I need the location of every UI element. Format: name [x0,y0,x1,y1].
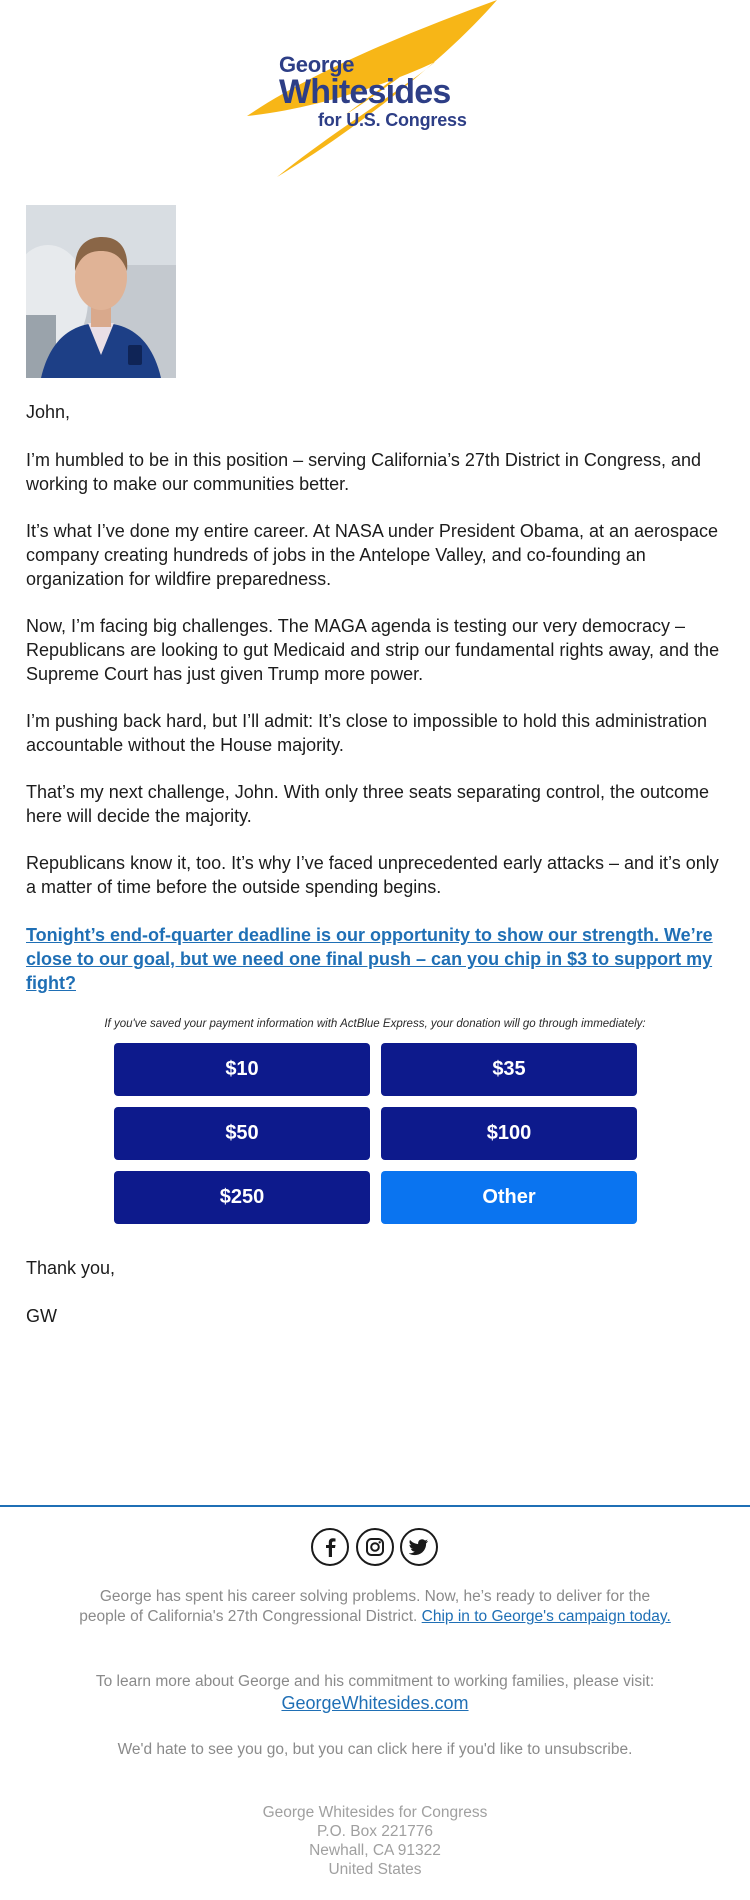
instagram-icon[interactable] [356,1528,394,1566]
greeting: John, [26,402,71,422]
closing: Thank you, [26,1258,116,1278]
unsubscribe-link[interactable]: We'd hate to see you go, but you can click here if you'd like to unsubscribe. [117,1741,633,1758]
letter-paragraph: It’s what I’ve done my entire career. At NASA under President Obama, at an aerospace company creating hundreds of jobs in the Antelope Valley, and co-founding an organization for wildfire preparedness. [26,521,719,589]
donate-other-button[interactable]: Other [381,1171,637,1224]
letter-paragraph: I’m humbled to be in this position – serving California’s 27th District in Congress, and working to make our communities better. [26,450,701,494]
donate-10-button[interactable]: $10 [114,1043,370,1096]
twitter-icon[interactable] [400,1528,438,1566]
donate-250-button[interactable]: $250 [114,1171,370,1224]
facebook-icon[interactable] [311,1528,349,1566]
footer-learn-more: To learn more about George and his commitment to working families, please visit: [95,1673,655,1690]
logo-first-name: George [279,52,355,77]
logo-last-name: Whitesides [279,73,451,111]
donate-35-button[interactable]: $35 [381,1043,637,1096]
address-line: Newhall, CA 91322 [309,1842,441,1859]
donate-cta-link[interactable]: Tonight’s end-of-quarter deadline is our opportunity to show our strength. We’re close to our goal, but we need one final push – can you chip in $3 to support my fight? [26,925,713,993]
donate-100-button[interactable]: $100 [381,1107,637,1160]
letter-paragraph: I’m pushing back hard, but I’ll admit: It’s close to impossible to hold this administration accountable without the House majority. [26,711,707,755]
actblue-express-note: If you've saved your payment information with ActBlue Express, your donation will go through immediately: [104,1018,646,1030]
logo-tagline: for U.S. Congress [318,110,467,130]
footer-about [75,1587,675,1627]
address-line: P.O. Box 221776 [316,1823,434,1840]
campaign-logo [245,0,505,180]
chip-in-link[interactable]: Chip in to George's campaign today. [421,1608,671,1625]
website-link[interactable]: GeorgeWhitesides.com [281,1693,469,1713]
address-line: George Whitesides for Congress [262,1804,488,1821]
footer-divider [0,1505,750,1507]
candidate-photo [26,205,176,378]
letter-paragraph: That’s my next challenge, John. With only three seats separating control, the outcome here will decide the majority. [26,782,710,826]
footer-about-text: George has spent his career solving problems. Now, he’s ready to deliver for the people of California's 27th Congressional District. [79,1588,651,1625]
signature: GW [26,1306,57,1326]
donate-50-button[interactable]: $50 [114,1107,370,1160]
letter-paragraph: Republicans know it, too. It’s why I’ve faced unprecedented early attacks – and it’s only a matter of time before the outside spending begins. [26,853,719,897]
address-line: United States [328,1861,422,1878]
letter-paragraph: Now, I’m facing big challenges. The MAGA agenda is testing our very democracy – Republicans are looking to gut Medicaid and strip our fundamental rights away, and the Supreme Court has just given Trump more power. [26,616,720,684]
